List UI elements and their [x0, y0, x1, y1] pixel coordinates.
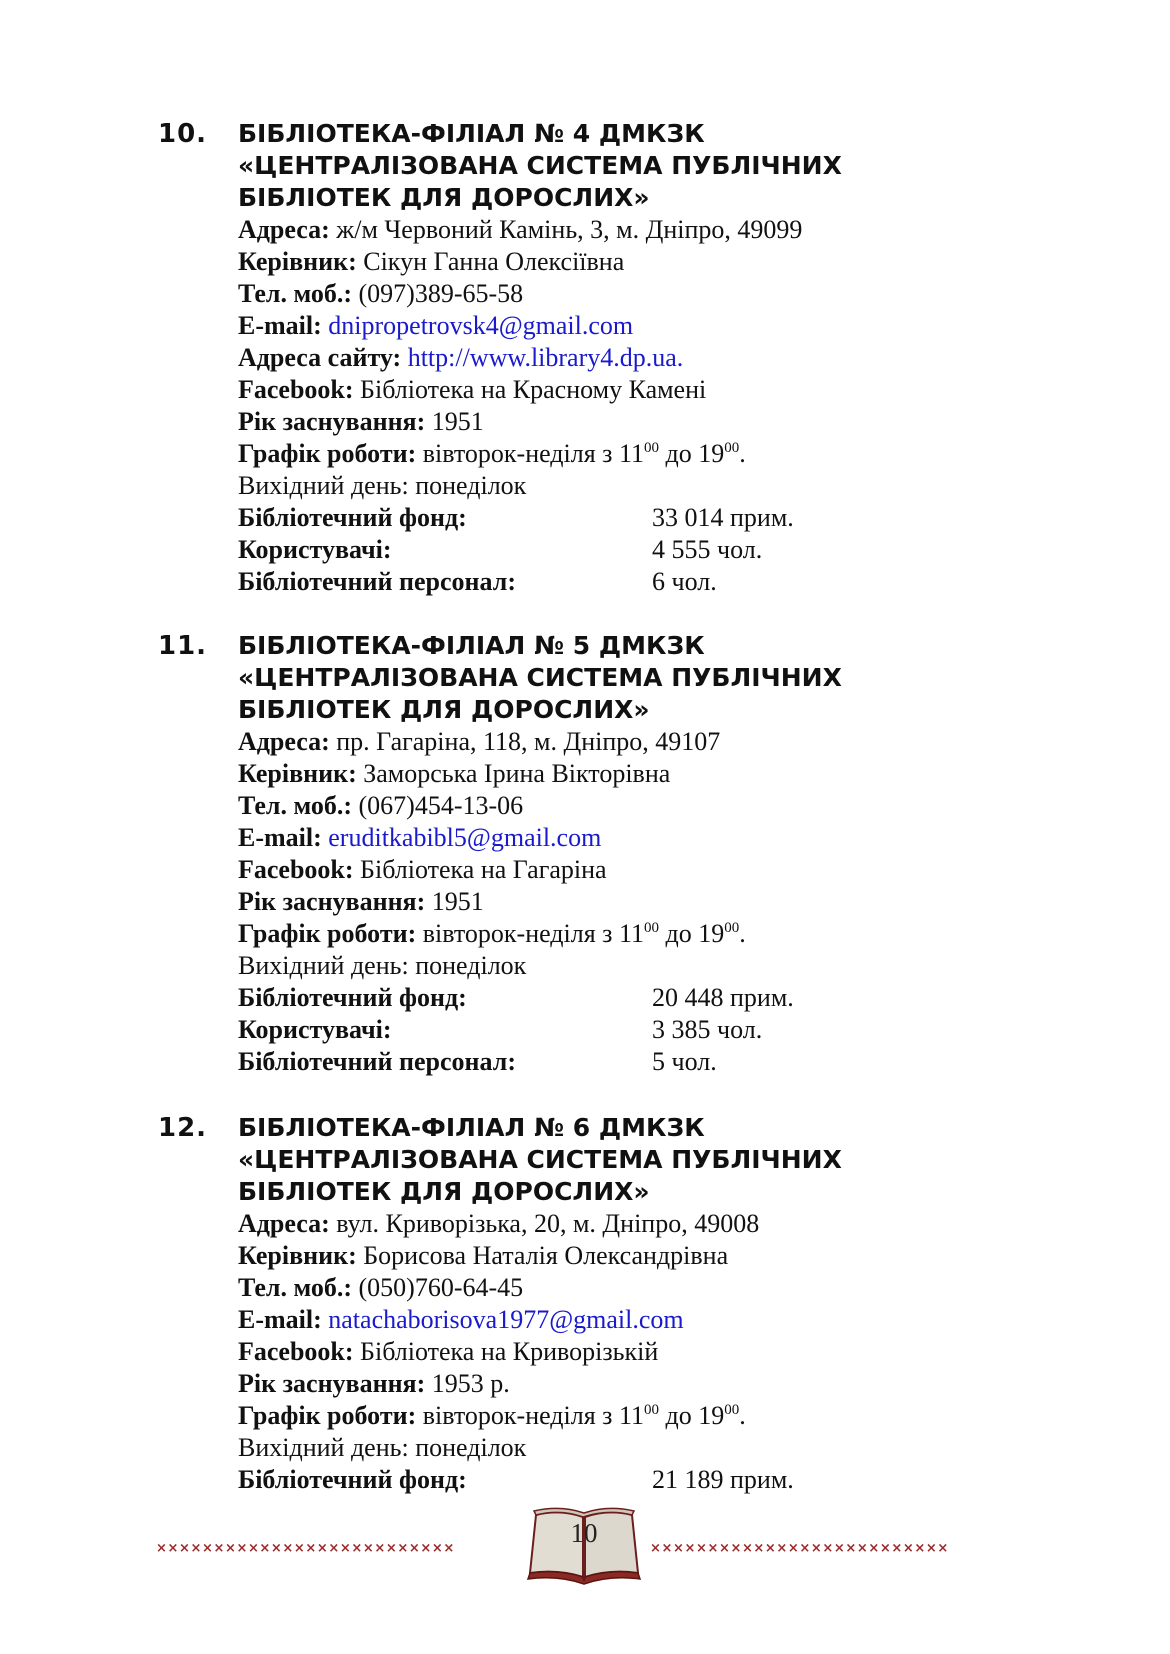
- entry-number: 10.: [158, 119, 208, 149]
- email-row: [238, 822, 1058, 854]
- phone-row: [238, 1272, 1058, 1304]
- schedule-text: до 19: [659, 1401, 725, 1430]
- phone-value: (097)389-65-58: [352, 279, 524, 308]
- stat-label: Бібліотечний фонд:: [238, 1465, 467, 1494]
- facebook-label: Facebook:: [238, 375, 354, 404]
- head-label: Керівник:: [238, 247, 357, 276]
- schedule-row: [238, 918, 1058, 950]
- entry-title-line: БІБЛІОТЕК ДЛЯ ДОРОСЛИХ»: [238, 695, 650, 724]
- stat-value: 20 448 прим.: [652, 983, 794, 1012]
- phone-label: Тел. моб.:: [238, 1273, 353, 1302]
- facebook-value: Бібліотека на Красному Камені: [353, 375, 707, 404]
- stat-value: 3 385 чол.: [652, 1015, 763, 1044]
- email-row: [238, 1304, 1058, 1336]
- head-value: Борисова Наталія Олександрівна: [356, 1241, 729, 1270]
- day-off: Вихідний день: понеділок: [238, 471, 527, 500]
- entry-title: [238, 1112, 1038, 1208]
- head-value: Сікун Ганна Олексіївна: [356, 247, 625, 276]
- entry-fields: [238, 214, 1058, 598]
- phone-row: [238, 278, 1058, 310]
- schedule-text: вівторок-неділя з 11: [416, 1401, 644, 1430]
- schedule-superscript: 00: [644, 1402, 659, 1418]
- schedule-text: до 19: [659, 439, 725, 468]
- head-label: Керівник:: [238, 759, 357, 788]
- schedule-label: Графік роботи:: [238, 1401, 417, 1430]
- entry-title-line: «ЦЕНТРАЛІЗОВАНА СИСТЕМА ПУБЛІЧНИХ: [238, 151, 842, 180]
- founded-row: [238, 886, 1058, 918]
- head-row: [238, 246, 1058, 278]
- stat-row: [238, 502, 1058, 534]
- stat-label: Бібліотечний персонал:: [238, 1047, 516, 1076]
- stat-row: [238, 566, 1058, 598]
- website-link[interactable]: http://www.library4.dp.ua.: [407, 343, 684, 372]
- entry-title-line: БІБЛІОТЕКА-ФІЛІАЛ № 6 ДМКЗК: [238, 1113, 705, 1142]
- schedule-superscript: 00: [724, 1402, 740, 1418]
- entry-number: 12.: [158, 1113, 208, 1143]
- phone-label: Тел. моб.:: [238, 791, 353, 820]
- website-row: [238, 342, 1058, 374]
- schedule-superscript: 00: [644, 920, 659, 936]
- entry-title-line: «ЦЕНТРАЛІЗОВАНА СИСТЕМА ПУБЛІЧНИХ: [238, 1145, 842, 1174]
- founded-value: 1951: [425, 407, 484, 436]
- stat-label: Користувачі:: [238, 1015, 392, 1044]
- email-label: E-mail:: [238, 1305, 322, 1334]
- facebook-value: Бібліотека на Криворізькій: [353, 1337, 659, 1366]
- day-off: Вихідний день: понеділок: [238, 951, 527, 980]
- schedule-label: Графік роботи:: [238, 919, 417, 948]
- schedule-text: вівторок-неділя з 11: [416, 919, 644, 948]
- schedule-text: .: [739, 1401, 746, 1430]
- stat-label: Користувачі:: [238, 535, 392, 564]
- email-row: [238, 310, 1058, 342]
- phone-row: [238, 790, 1058, 822]
- address-row: [238, 214, 1058, 246]
- stat-value: 21 189 прим.: [652, 1465, 794, 1494]
- facebook-row: [238, 374, 1058, 406]
- phone-value: (067)454-13-06: [352, 791, 524, 820]
- email-link[interactable]: natachaborisova1977@gmail.com: [328, 1305, 684, 1334]
- website-label: Адреса сайту:: [238, 343, 402, 372]
- address-row: [238, 726, 1058, 758]
- page-number: 10: [570, 1518, 598, 1548]
- phone-label: Тел. моб.:: [238, 279, 353, 308]
- schedule-row: [238, 438, 1058, 470]
- stat-label: Бібліотечний фонд:: [238, 983, 467, 1012]
- schedule-superscript: 00: [724, 920, 740, 936]
- stat-row: [238, 1014, 1058, 1046]
- address-label: Адреса:: [238, 727, 330, 756]
- head-label: Керівник:: [238, 1241, 357, 1270]
- footer-ornament-left: ××××××××××××××××××××××××××: [156, 1541, 455, 1556]
- footer-ornament-right: ××××××××××××××××××××××××××: [650, 1541, 949, 1556]
- entry-title: [238, 630, 1038, 726]
- founded-value: 1951: [425, 887, 484, 916]
- founded-row: [238, 1368, 1058, 1400]
- stat-row: [238, 534, 1058, 566]
- day-off: Вихідний день: понеділок: [238, 1433, 527, 1462]
- email-link[interactable]: eruditkabibl5@gmail.com: [328, 823, 602, 852]
- address-value: вул. Криворізька, 20, м. Дніпро, 49008: [329, 1209, 760, 1238]
- email-label: E-mail:: [238, 311, 322, 340]
- address-value: ж/м Червоний Камінь, 3, м. Дніпро, 49099: [329, 215, 803, 244]
- stat-row: [238, 1464, 1058, 1496]
- entry-title-line: БІБЛІОТЕКА-ФІЛІАЛ № 4 ДМКЗК: [238, 119, 705, 148]
- stat-value: 33 014 прим.: [652, 503, 794, 532]
- address-label: Адреса:: [238, 215, 330, 244]
- entry-title-line: БІБЛІОТЕК ДЛЯ ДОРОСЛИХ»: [238, 1177, 650, 1206]
- schedule-superscript: 00: [644, 440, 659, 456]
- stat-row: [238, 982, 1058, 1014]
- entry-fields: [238, 1208, 1058, 1496]
- schedule-text: до 19: [659, 919, 725, 948]
- entry-title-line: «ЦЕНТРАЛІЗОВАНА СИСТЕМА ПУБЛІЧНИХ: [238, 663, 842, 692]
- stat-label: Бібліотечний персонал:: [238, 567, 516, 596]
- founded-row: [238, 406, 1058, 438]
- schedule-text: вівторок-неділя з 11: [416, 439, 644, 468]
- phone-value: (050)760-64-45: [352, 1273, 524, 1302]
- facebook-value: Бібліотека на Гагаріна: [353, 855, 607, 884]
- head-value: Заморська Ірина Вікторівна: [356, 759, 671, 788]
- facebook-row: [238, 854, 1058, 886]
- open-book-icon: [522, 1505, 646, 1585]
- facebook-row: [238, 1336, 1058, 1368]
- address-value: пр. Гагаріна, 118, м. Дніпро, 49107: [329, 727, 721, 756]
- schedule-text: .: [739, 439, 746, 468]
- entry-number: 11.: [158, 631, 208, 661]
- entry-title: [238, 118, 1038, 214]
- stat-value: 5 чол.: [652, 1047, 717, 1076]
- email-label: E-mail:: [238, 823, 322, 852]
- founded-value: 1953 р.: [425, 1369, 510, 1398]
- entry-title-line: БІБЛІОТЕКА-ФІЛІАЛ № 5 ДМКЗК: [238, 631, 705, 660]
- stat-label: Бібліотечний фонд:: [238, 503, 467, 532]
- facebook-label: Facebook:: [238, 1337, 354, 1366]
- schedule-superscript: 00: [724, 440, 740, 456]
- founded-label: Рік заснування:: [238, 887, 426, 916]
- founded-label: Рік заснування:: [238, 407, 426, 436]
- email-link[interactable]: dnipropetrovsk4@gmail.com: [328, 311, 634, 340]
- stat-value: 6 чол.: [652, 567, 717, 596]
- entry-title-line: БІБЛІОТЕК ДЛЯ ДОРОСЛИХ»: [238, 183, 650, 212]
- facebook-label: Facebook:: [238, 855, 354, 884]
- entry-fields: [238, 726, 1058, 1078]
- address-label: Адреса:: [238, 1209, 330, 1238]
- schedule-label: Графік роботи:: [238, 439, 417, 468]
- stat-value: 4 555 чол.: [652, 535, 763, 564]
- schedule-text: .: [739, 919, 746, 948]
- stat-row: [238, 1046, 1058, 1078]
- head-row: [238, 758, 1058, 790]
- page-footer: [0, 1505, 1170, 1585]
- address-row: [238, 1208, 1058, 1240]
- schedule-row: [238, 1400, 1058, 1432]
- founded-label: Рік заснування:: [238, 1369, 426, 1398]
- head-row: [238, 1240, 1058, 1272]
